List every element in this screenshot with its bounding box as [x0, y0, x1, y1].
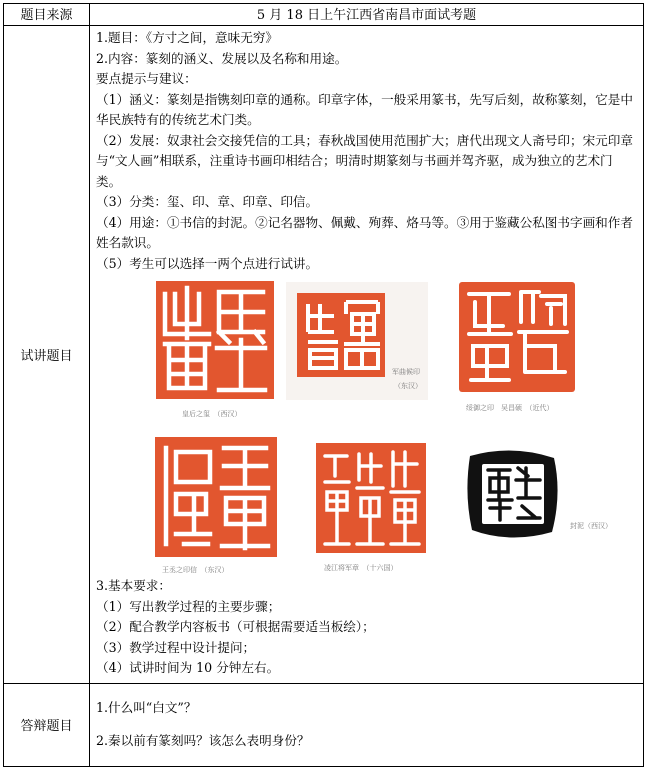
seal-gallery	[96, 276, 637, 576]
header-row	[4, 4, 644, 26]
seal-image-lingjiang	[315, 442, 427, 554]
seal-caption-junqu: 军曲候印	[392, 368, 420, 376]
seal-image-junqu	[296, 292, 386, 378]
defense-row	[4, 683, 644, 767]
tip-development: （2）发展：奴隶社会交接凭信的工具；春秋战国使用范围扩大；唐代出现文人斋号印；宋元印章与“文人画”相联系，注重诗书画印相结合；明清时期篆刻与书画并驾齐驱，成为独立的艺术门类。	[96, 132, 633, 189]
exam-table	[3, 3, 644, 767]
seal-caption-suiyu: 绥御之印 吴昌硕 （近代）	[466, 404, 554, 412]
seal-image-fengni	[460, 444, 564, 544]
source-label: 题目来源	[4, 4, 90, 26]
seal-image-huanghou	[155, 280, 275, 400]
seal-caption-junqu-era: （东汉）	[394, 382, 422, 390]
seal-image-suiyu	[457, 280, 577, 394]
requirement-board: （2）配合教学内容板书（可根据需要适当板绘）；	[96, 619, 375, 634]
seal-caption-lingjiang: 凌江将军章 （十六国）	[324, 564, 398, 572]
seal-image-wangcheng	[154, 436, 278, 558]
seal-caption-wangcheng: 王丞之印信 （东汉）	[162, 566, 229, 574]
defense-content	[90, 683, 644, 767]
defense-question-2: 2.秦以前有篆刻吗？该怎么表明身份？	[96, 733, 310, 749]
tip-choice: （5）考生可以选择一两个点进行试讲。	[96, 255, 319, 271]
lecture-label: 试讲题目	[4, 26, 90, 684]
requirement-time: （4）试讲时间为 10 分钟左右。	[96, 660, 280, 675]
lecture-content	[90, 26, 644, 684]
tip-meaning: （1）涵义：篆刻是指镌刻印章的通称。印章字体，一般采用篆书，先写后刻，故称篆刻，它是中华民族特有的传统艺术门类。	[96, 91, 633, 127]
content-line: 2.内容：篆刻的涵义、发展以及名称和用途。	[96, 50, 348, 66]
requirement-questions: （3）教学过程中设计提问；	[96, 639, 256, 655]
tips-heading: 要点提示与建议：	[96, 71, 197, 86]
requirements-heading: 3.基本要求：	[96, 578, 171, 593]
topic-line: 1.题目：《方寸之间，意味无穷》	[96, 30, 279, 45]
exam-title: 5 月 18 日上午江西省南昌市面试考题	[90, 4, 644, 26]
tip-classification: （3）分类：玺、印、章、印章、印信。	[96, 194, 319, 209]
tip-usage: （4）用途：①书信的封泥。②记名器物、佩戴、殉葬、烙马等。③用于鉴藏公私图书字画和作者姓名款识。	[96, 214, 633, 250]
defense-label: 答辩题目	[4, 683, 90, 767]
lecture-row	[4, 26, 644, 684]
seal-caption-fengni: 封泥（西汉）	[570, 522, 612, 530]
seal-caption-huanghou: 皇后之玺 （西汉）	[182, 410, 242, 418]
defense-question-1: 1.什么叫“白文”？	[96, 700, 197, 716]
requirement-steps: （1）写出教学过程的主要步骤；	[96, 598, 281, 614]
